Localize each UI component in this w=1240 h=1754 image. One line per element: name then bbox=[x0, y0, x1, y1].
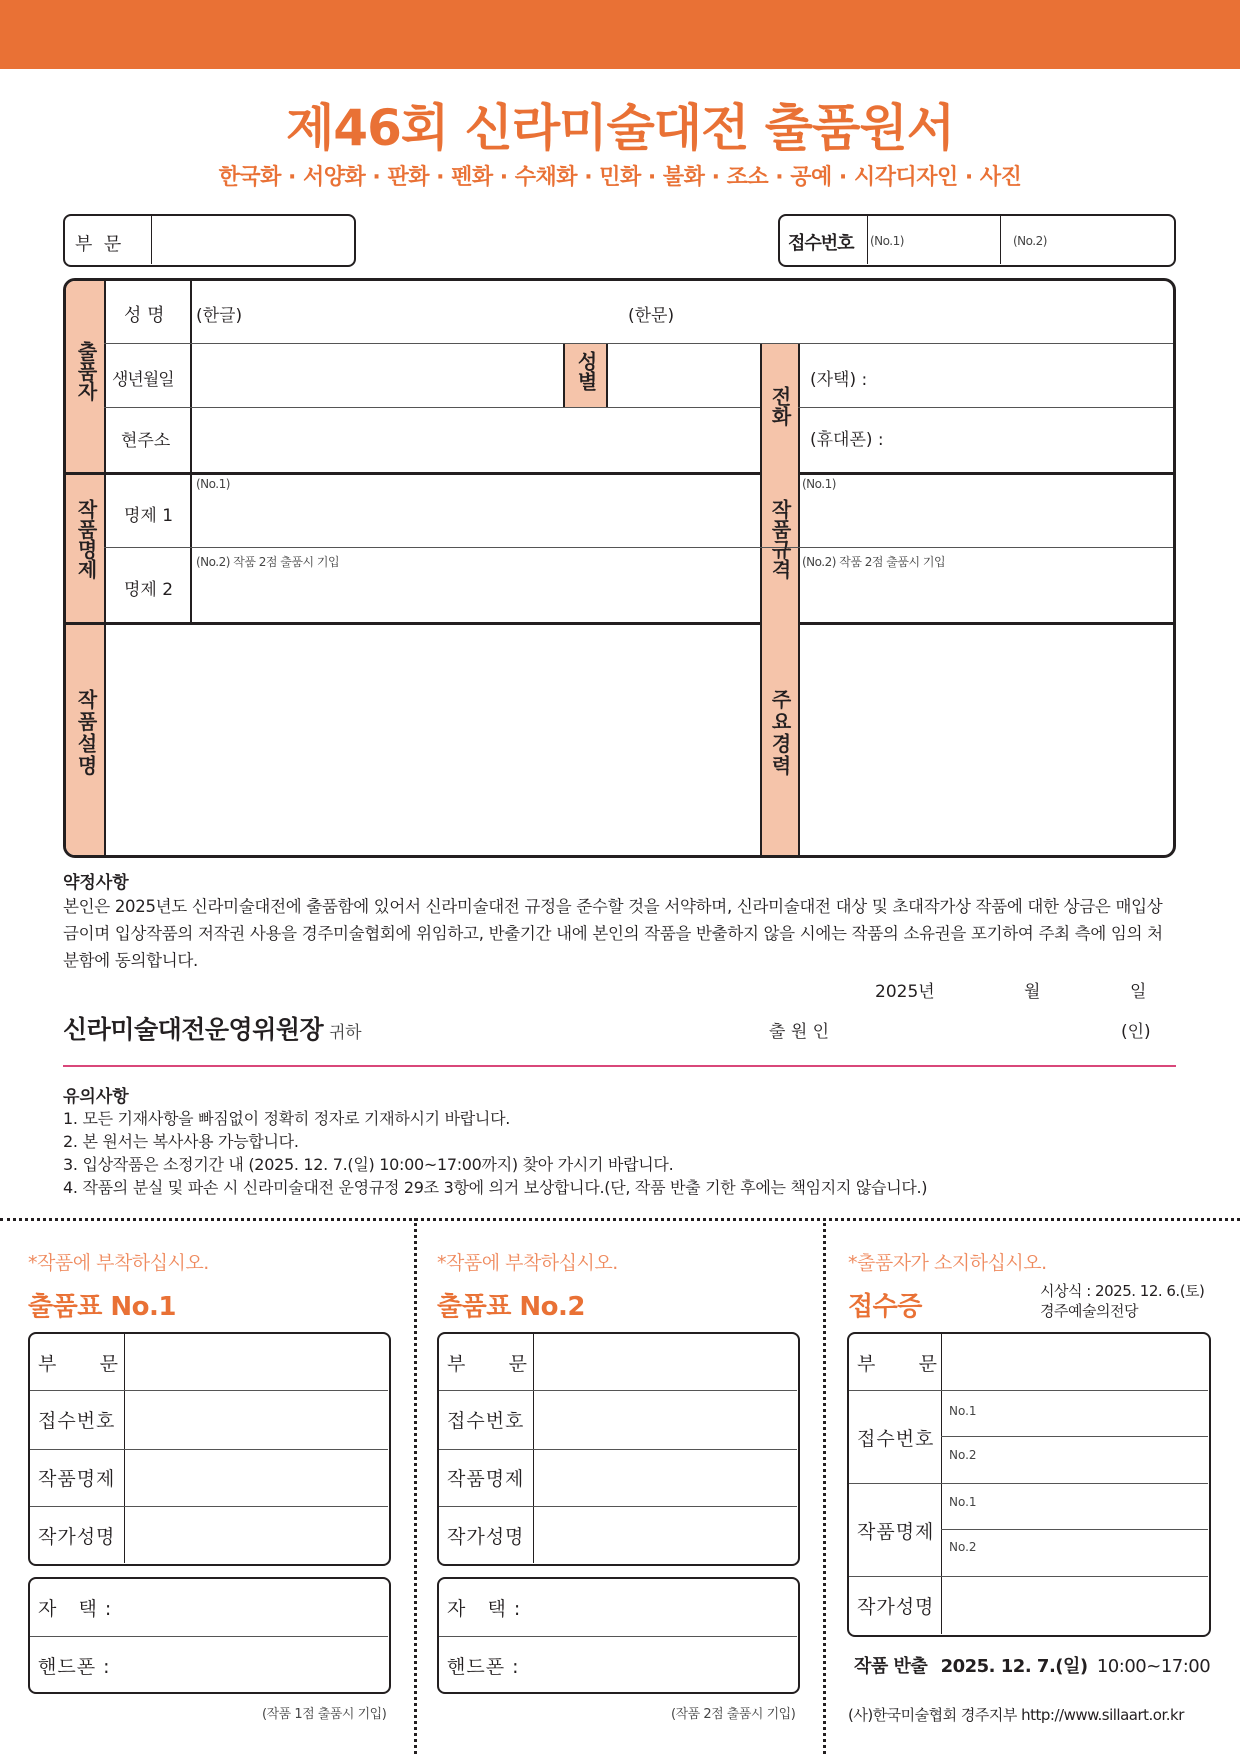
receipt-no2-hint: No.2 bbox=[949, 1448, 977, 1462]
return-date: 2025. 12. 7.(일) bbox=[940, 1656, 1088, 1677]
return-label: 작품 반출 bbox=[854, 1656, 928, 1677]
receipt-no1-field[interactable] bbox=[943, 1391, 1209, 1436]
phone-mobile-field[interactable] bbox=[800, 408, 1173, 471]
notice-item: 4. 작품의 분실 및 파손 시 신라미술대전 운영규정 29조 3항에 의거 보상합니다.(단, 작품 반출 기한 후에는 책임지지 않습니다.) bbox=[63, 1178, 928, 1197]
spec1-hint: (No.1) bbox=[802, 477, 836, 491]
recipient bbox=[63, 1010, 361, 1046]
date-year: 2025년 bbox=[875, 982, 935, 1002]
stub-artist-field[interactable] bbox=[126, 1507, 389, 1564]
spec-section-label: 작품규격 bbox=[768, 499, 792, 579]
application-form bbox=[63, 278, 1176, 858]
stub-row-label: 부 문 bbox=[38, 1353, 119, 1375]
receipt-table bbox=[847, 1332, 1211, 1637]
stub-mobile-field[interactable] bbox=[120, 1637, 389, 1692]
spec2-field[interactable] bbox=[800, 549, 1173, 621]
stub-row-label: 작가성명 bbox=[38, 1526, 116, 1548]
title1-field[interactable] bbox=[192, 475, 758, 545]
stub-home-field[interactable] bbox=[529, 1579, 798, 1635]
recipient-name: 신라미술대전운영위원장 bbox=[63, 1015, 324, 1044]
recipient-suffix: 귀하 bbox=[329, 1023, 362, 1043]
stub-row-label: 작가성명 bbox=[447, 1526, 525, 1548]
name-label: 성 명 bbox=[124, 305, 165, 326]
title2-label: 명제 2 bbox=[124, 580, 174, 600]
stub-title-field[interactable] bbox=[535, 1450, 798, 1506]
return-time: 10:00~17:00 bbox=[1096, 1656, 1211, 1677]
stub-hint: (작품 1점 출품시 기입) bbox=[262, 1707, 387, 1722]
stub-title-field[interactable] bbox=[126, 1450, 389, 1506]
category-list: 한국화 · 서양화 · 판화 · 펜화 · 수채화 · 민화 · 불화 · 조소 · 공예 · 시각디자인 · 사진 bbox=[218, 165, 1022, 190]
title2-hint: (No.2) 작품 2점 출품시 기입 bbox=[196, 555, 340, 569]
receipt-title1-field[interactable] bbox=[943, 1484, 1209, 1529]
receipt-row-label: 작품명제 bbox=[857, 1521, 935, 1543]
receipt-row-label: 접수번호 bbox=[857, 1428, 935, 1450]
stub-division-field[interactable] bbox=[126, 1334, 389, 1390]
receipt-no2-field[interactable] bbox=[1002, 216, 1174, 265]
receipt-no1-hint: No.1 bbox=[949, 1404, 977, 1418]
stub-info-table bbox=[437, 1332, 800, 1566]
stub-contact-table bbox=[437, 1577, 800, 1694]
stub-title: 출품표 No.1 bbox=[28, 1292, 176, 1322]
receipt-row-label: 작가성명 bbox=[857, 1596, 935, 1618]
career-section-label: 주요경력 bbox=[768, 689, 792, 777]
receipt-no1-field[interactable] bbox=[869, 216, 999, 265]
venue-info: 경주예술의전당 bbox=[1040, 1302, 1138, 1320]
notice-heading: 유의사항 bbox=[63, 1087, 129, 1107]
pledge-body: 본인은 2025년도 신라미술대전에 출품함에 있어서 신라미술대전 규정을 준수할 것을 서약하며, 신라미술대전 대상 및 초대작가상 작품에 대한 상금은 매입상금이며 입상작품의 저작권 사용을 경주미술협회에 위임하고, 반출기간 내에 본인의 작품을 반출하지 않을 시에는 작품의 소유권을 포기하여 주최 측에 임의 처분함에 동의합니다. bbox=[63, 897, 1163, 970]
stub-info-table bbox=[28, 1332, 391, 1566]
stub-receipt-field[interactable] bbox=[535, 1391, 798, 1449]
stub-home-label: 자 택 : bbox=[447, 1598, 522, 1620]
stub-hint: (작품 2점 출품시 기입) bbox=[671, 1707, 796, 1722]
name-hanja-field[interactable] bbox=[624, 281, 1176, 343]
stub-mobile-label: 핸드폰 : bbox=[447, 1656, 520, 1678]
title1-hint: (No.1) bbox=[196, 477, 230, 491]
stub-row-label: 작품명제 bbox=[38, 1468, 116, 1490]
receipt-no1-hint: (No.1) bbox=[870, 234, 904, 248]
description-section-label: 작품설명 bbox=[74, 689, 98, 777]
stub-contact-table bbox=[28, 1577, 391, 1694]
description-field[interactable] bbox=[106, 625, 758, 855]
stub-row-label: 작품명제 bbox=[447, 1468, 525, 1490]
notice-item: 3. 입상작품은 소정기간 내 (2025. 12. 7.(일) 10:00~17:00까지) 찾아 가시기 바랍니다. bbox=[63, 1155, 674, 1174]
stub-home-field[interactable] bbox=[120, 1579, 389, 1635]
stub-note: *작품에 부착하십시오. bbox=[28, 1252, 209, 1274]
top-banner bbox=[0, 0, 1240, 69]
name-korean-field[interactable] bbox=[192, 281, 622, 343]
receipt-title2-hint: No.2 bbox=[949, 1540, 977, 1554]
title2-field[interactable] bbox=[192, 549, 758, 621]
receipt-no2-hint: (No.2) bbox=[1013, 234, 1047, 248]
stub-row-label: 접수번호 bbox=[38, 1410, 116, 1432]
stub-row-label: 부 문 bbox=[447, 1353, 528, 1375]
name-korean-hint: (한글) bbox=[196, 306, 243, 326]
phone-home-hint: (자택) : bbox=[810, 370, 868, 390]
stub-receipt-field[interactable] bbox=[126, 1391, 389, 1449]
receipt-title: 접수증 bbox=[848, 1292, 922, 1322]
stub-note: *작품에 부착하십시오. bbox=[437, 1252, 618, 1274]
title1-label: 명제 1 bbox=[124, 506, 174, 526]
gender-label: 성별 bbox=[574, 351, 598, 391]
phone-section-label: 전화 bbox=[768, 386, 792, 426]
receipt-division-field[interactable] bbox=[943, 1334, 1209, 1390]
applicant-sign-label: 출 원 인 bbox=[769, 1022, 830, 1042]
receipt-title2-field[interactable] bbox=[943, 1530, 1209, 1576]
seal-mark: (인) bbox=[1121, 1022, 1151, 1042]
name-hanja-hint: (한문) bbox=[628, 306, 675, 326]
page-title: 제46회 신라미술대전 출품원서 bbox=[286, 99, 954, 157]
stub-artist-field[interactable] bbox=[535, 1507, 798, 1564]
date-month: 월 bbox=[1024, 982, 1041, 1002]
stub-title: 출품표 No.2 bbox=[437, 1292, 585, 1322]
phone-mobile-hint: (휴대폰) : bbox=[810, 430, 884, 450]
stub-mobile-field[interactable] bbox=[529, 1637, 798, 1692]
work-title-section-label: 작품명제 bbox=[74, 499, 98, 579]
receipt-number-label: 접수번호 bbox=[788, 233, 854, 254]
receipt-note: *출품자가 소지하십시오. bbox=[848, 1252, 1047, 1274]
division-field[interactable] bbox=[153, 216, 354, 265]
phone-home-field[interactable] bbox=[800, 344, 1173, 406]
division-box bbox=[63, 214, 356, 267]
cut-line-vertical bbox=[414, 1218, 417, 1754]
receipt-no2-field[interactable] bbox=[943, 1437, 1209, 1482]
return-info bbox=[854, 1652, 1210, 1678]
address-field[interactable] bbox=[192, 408, 758, 471]
pledge-heading: 약정사항 bbox=[63, 873, 129, 893]
division-label: 부 문 bbox=[75, 234, 122, 255]
applicant-section-label: 출품자 bbox=[74, 341, 98, 401]
organization-footer: (사)한국미술협회 경주지부 http://www.sillaart.or.kr bbox=[848, 1706, 1184, 1724]
stub-mobile-label: 핸드폰 : bbox=[38, 1656, 111, 1678]
cut-line-horizontal bbox=[0, 1218, 1240, 1221]
receipt-title1-hint: No.1 bbox=[949, 1495, 977, 1509]
birth-field[interactable] bbox=[192, 344, 562, 406]
receipt-row-label: 부 문 bbox=[857, 1353, 938, 1375]
date-day: 일 bbox=[1130, 982, 1147, 1002]
ceremony-info: 시상식 : 2025. 12. 6.(토) bbox=[1040, 1282, 1205, 1300]
stub-division-field[interactable] bbox=[535, 1334, 798, 1390]
notice-item: 2. 본 원서는 복사사용 가능합니다. bbox=[63, 1132, 299, 1151]
stub-row-label: 접수번호 bbox=[447, 1410, 525, 1432]
cut-line-vertical bbox=[823, 1218, 826, 1754]
stub-home-label: 자 택 : bbox=[38, 1598, 113, 1620]
section-divider bbox=[63, 1065, 1176, 1067]
spec2-hint: (No.2) 작품 2점 출품시 기입 bbox=[802, 555, 946, 569]
notice-item: 1. 모든 기재사항을 빠짐없이 정확히 정자로 기재하시기 바랍니다. bbox=[63, 1109, 511, 1128]
spec1-field[interactable] bbox=[800, 475, 1173, 545]
receipt-number-box bbox=[778, 214, 1176, 267]
career-field[interactable] bbox=[800, 625, 1173, 855]
receipt-artist-field[interactable] bbox=[943, 1577, 1209, 1635]
gender-field[interactable] bbox=[608, 344, 758, 406]
address-label: 현주소 bbox=[121, 431, 171, 451]
birth-label: 생년월일 bbox=[112, 370, 174, 390]
